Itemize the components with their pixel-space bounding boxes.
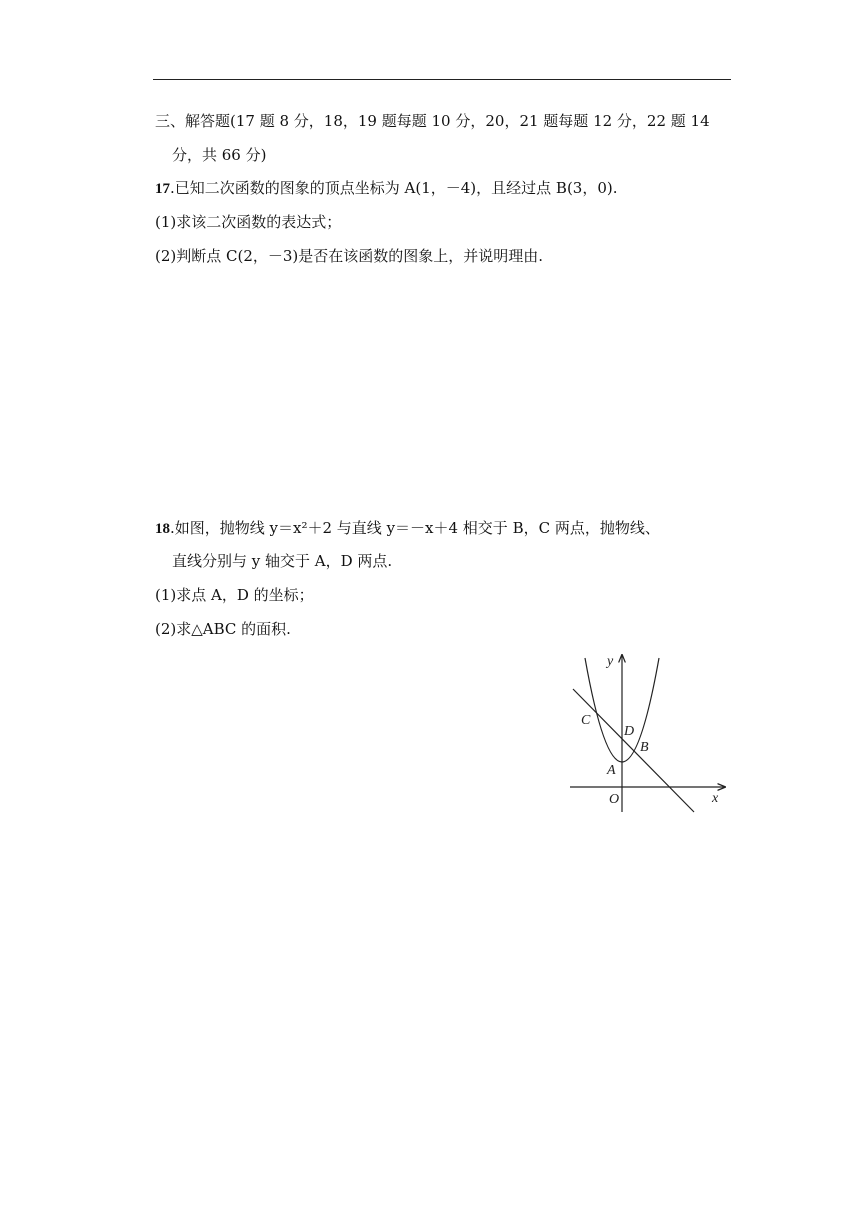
section-header-line2: 分，共 66 分)	[172, 146, 267, 164]
origin-label: O	[609, 792, 620, 807]
straight-line	[573, 689, 694, 812]
question-18-number: 18	[155, 521, 170, 537]
question-17-text: .已知二次函数的图象的顶点坐标为 A(1，－4)，且经过点 B(3，0).	[170, 179, 618, 197]
question-17-number: 17	[155, 181, 170, 197]
question-18-stem	[155, 518, 660, 539]
point-a-label: A	[607, 763, 616, 778]
question-18-stem-line2: 直线分别与 y 轴交于 A，D 两点.	[172, 552, 393, 570]
question-18-part2: (2)求△ABC 的面积.	[155, 620, 291, 638]
question-17-stem	[155, 178, 618, 199]
question-17-part1: (1)求该二次函数的表达式；	[155, 213, 342, 231]
point-b-label: B	[640, 740, 649, 755]
question-18-part1: (1)求点 A，D 的坐标；	[155, 586, 314, 604]
header-rule	[153, 79, 731, 80]
question-18-text: .如图，抛物线 y＝x²＋2 与直线 y＝－x＋4 相交于 B，C 两点，抛物线、	[170, 519, 660, 537]
point-d-label: D	[624, 724, 635, 739]
y-axis-label: y	[607, 654, 614, 669]
section-header-line1: 三、解答题(17 题 8 分，18，19 题每题 10 分，20，21 题每题 12 分，22 题 14	[155, 112, 710, 130]
question-17-part2: (2)判断点 C(2，－3)是否在该函数的图象上，并说明理由.	[155, 247, 544, 265]
point-c-label: C	[581, 713, 591, 728]
x-axis-label: x	[712, 791, 719, 806]
parabola-line-figure	[560, 650, 740, 815]
